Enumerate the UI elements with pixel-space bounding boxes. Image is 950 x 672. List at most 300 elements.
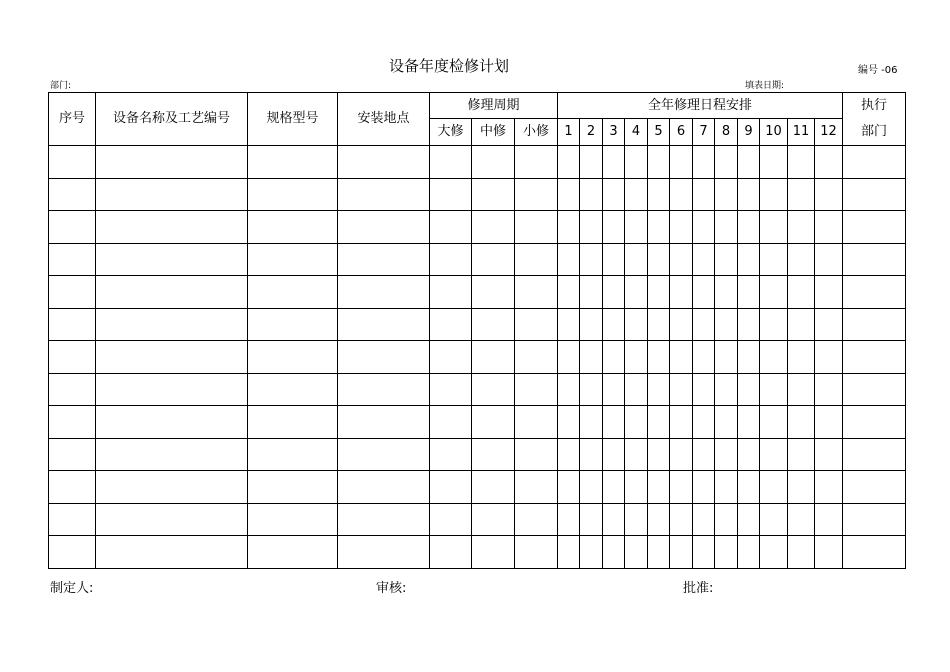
header-repair-cycle: 修理周期 [430, 93, 558, 119]
table-cell[interactable] [715, 438, 738, 471]
header-month-5: 5 [648, 119, 670, 146]
table-cell[interactable] [558, 211, 580, 244]
table-cell[interactable] [96, 178, 248, 211]
table-cell[interactable] [515, 536, 558, 569]
table-cell[interactable] [580, 341, 603, 374]
table-cell[interactable] [430, 341, 472, 374]
table-cell[interactable] [738, 211, 760, 244]
table-cell[interactable] [843, 471, 906, 504]
table-cell[interactable] [693, 438, 715, 471]
table-cell[interactable] [715, 503, 738, 536]
table-cell[interactable] [760, 438, 788, 471]
table-cell[interactable] [515, 373, 558, 406]
table-cell[interactable] [472, 243, 515, 276]
table-cell[interactable] [788, 308, 815, 341]
table-cell[interactable] [788, 406, 815, 439]
table-cell[interactable] [430, 178, 472, 211]
table-cell[interactable] [472, 178, 515, 211]
table-cell[interactable] [670, 341, 693, 374]
table-cell[interactable] [96, 503, 248, 536]
table-cell[interactable] [580, 471, 603, 504]
table-cell[interactable] [430, 438, 472, 471]
table-cell[interactable] [760, 308, 788, 341]
table-cell[interactable] [96, 373, 248, 406]
header-month-2: 2 [580, 119, 603, 146]
table-cell[interactable] [248, 308, 338, 341]
table-cell[interactable] [558, 308, 580, 341]
table-cell[interactable] [625, 406, 648, 439]
table-cell[interactable] [515, 243, 558, 276]
table-cell[interactable] [648, 276, 670, 309]
table-row [49, 373, 906, 406]
table-cell[interactable] [788, 373, 815, 406]
table-cell[interactable] [738, 178, 760, 211]
table-cell[interactable] [843, 308, 906, 341]
table-cell[interactable] [815, 341, 843, 374]
table-cell[interactable] [248, 211, 338, 244]
table-cell[interactable] [843, 146, 906, 179]
table-cell[interactable] [788, 471, 815, 504]
table-cell[interactable] [96, 211, 248, 244]
table-cell[interactable] [558, 536, 580, 569]
table-cell[interactable] [648, 308, 670, 341]
table-cell[interactable] [738, 438, 760, 471]
table-cell[interactable] [472, 146, 515, 179]
table-cell[interactable] [515, 406, 558, 439]
table-cell[interactable] [49, 536, 96, 569]
table-cell[interactable] [815, 503, 843, 536]
table-cell[interactable] [788, 438, 815, 471]
table-cell[interactable] [815, 406, 843, 439]
table-cell[interactable] [693, 211, 715, 244]
table-cell[interactable] [338, 536, 430, 569]
table-cell[interactable] [248, 406, 338, 439]
table-cell[interactable] [472, 341, 515, 374]
table-cell[interactable] [558, 406, 580, 439]
table-cell[interactable] [515, 341, 558, 374]
table-cell[interactable] [515, 211, 558, 244]
table-cell[interactable] [625, 438, 648, 471]
table-cell[interactable] [430, 406, 472, 439]
table-cell[interactable] [670, 373, 693, 406]
table-cell[interactable] [693, 308, 715, 341]
reviewer-label: 审核: [376, 581, 407, 596]
table-cell[interactable] [670, 276, 693, 309]
table-cell[interactable] [738, 146, 760, 179]
table-cell[interactable] [760, 536, 788, 569]
table-cell[interactable] [693, 503, 715, 536]
table-cell[interactable] [738, 243, 760, 276]
table-cell[interactable] [843, 178, 906, 211]
table-cell[interactable] [580, 146, 603, 179]
table-cell[interactable] [338, 438, 430, 471]
table-cell[interactable] [625, 243, 648, 276]
header-month-12: 12 [815, 119, 843, 146]
table-cell[interactable] [49, 341, 96, 374]
table-cell[interactable] [670, 503, 693, 536]
table-cell[interactable] [472, 406, 515, 439]
table-cell[interactable] [648, 178, 670, 211]
table-cell[interactable] [558, 178, 580, 211]
table-cell[interactable] [760, 146, 788, 179]
table-cell[interactable] [96, 471, 248, 504]
table-cell[interactable] [472, 373, 515, 406]
table-cell[interactable] [472, 503, 515, 536]
table-cell[interactable] [603, 243, 625, 276]
header-month-6: 6 [670, 119, 693, 146]
table-cell[interactable] [760, 406, 788, 439]
table-cell[interactable] [248, 243, 338, 276]
table-cell[interactable] [603, 308, 625, 341]
header-month-4: 4 [625, 119, 648, 146]
table-cell[interactable] [515, 471, 558, 504]
table-cell[interactable] [760, 341, 788, 374]
table-cell[interactable] [738, 536, 760, 569]
table-cell[interactable] [580, 276, 603, 309]
table-cell[interactable] [603, 341, 625, 374]
table-cell[interactable] [338, 178, 430, 211]
table-cell[interactable] [648, 243, 670, 276]
header-executing-dept-line1: 执行 [861, 98, 888, 113]
table-cell[interactable] [558, 146, 580, 179]
table-cell[interactable] [472, 471, 515, 504]
table-cell[interactable] [625, 536, 648, 569]
table-cell[interactable] [248, 373, 338, 406]
table-cell[interactable] [738, 341, 760, 374]
table-cell[interactable] [515, 503, 558, 536]
table-cell[interactable] [815, 276, 843, 309]
table-cell[interactable] [430, 308, 472, 341]
table-cell[interactable] [625, 146, 648, 179]
table-cell[interactable] [788, 276, 815, 309]
table-cell[interactable] [248, 438, 338, 471]
table-cell[interactable] [49, 438, 96, 471]
table-cell[interactable] [715, 406, 738, 439]
table-cell[interactable] [603, 438, 625, 471]
table-cell[interactable] [603, 406, 625, 439]
table-cell[interactable] [96, 406, 248, 439]
table-cell[interactable] [670, 536, 693, 569]
table-cell[interactable] [515, 308, 558, 341]
table-cell[interactable] [49, 373, 96, 406]
table-row [49, 503, 906, 536]
department-label: 部门: [50, 81, 72, 91]
table-cell[interactable] [603, 373, 625, 406]
table-cell[interactable] [693, 406, 715, 439]
fill-date-label: 填表日期: [745, 81, 785, 91]
table-row [49, 438, 906, 471]
table-cell[interactable] [788, 243, 815, 276]
table-cell[interactable] [625, 276, 648, 309]
header-cycle-minor: 小修 [515, 119, 558, 146]
table-cell[interactable] [96, 243, 248, 276]
header-location: 安装地点 [338, 93, 430, 146]
table-cell[interactable] [472, 438, 515, 471]
table-cell[interactable] [648, 503, 670, 536]
table-cell[interactable] [248, 276, 338, 309]
table-cell[interactable] [603, 146, 625, 179]
table-cell[interactable] [788, 536, 815, 569]
header-month-7: 7 [693, 119, 715, 146]
table-cell[interactable] [815, 373, 843, 406]
table-cell[interactable] [815, 146, 843, 179]
table-cell[interactable] [625, 341, 648, 374]
table-cell[interactable] [715, 276, 738, 309]
table-cell[interactable] [843, 276, 906, 309]
table-row [49, 471, 906, 504]
table-cell[interactable] [843, 341, 906, 374]
table-cell[interactable] [715, 536, 738, 569]
table-cell[interactable] [49, 406, 96, 439]
table-cell[interactable] [248, 503, 338, 536]
table-cell[interactable] [248, 471, 338, 504]
table-cell[interactable] [760, 211, 788, 244]
table-cell[interactable] [49, 146, 96, 179]
table-cell[interactable] [248, 536, 338, 569]
table-cell[interactable] [788, 178, 815, 211]
table-cell[interactable] [843, 438, 906, 471]
header-month-10: 10 [760, 119, 788, 146]
table-cell[interactable] [96, 146, 248, 179]
header-month-11: 11 [788, 119, 815, 146]
table-cell[interactable] [788, 146, 815, 179]
table-cell[interactable] [96, 276, 248, 309]
table-cell[interactable] [338, 373, 430, 406]
maintenance-plan-table [48, 92, 906, 569]
table-cell[interactable] [843, 211, 906, 244]
table-cell[interactable] [430, 243, 472, 276]
table-cell[interactable] [843, 536, 906, 569]
table-cell[interactable] [843, 243, 906, 276]
header-cycle-major: 大修 [430, 119, 472, 146]
table-cell[interactable] [815, 308, 843, 341]
table-cell[interactable] [738, 308, 760, 341]
table-cell[interactable] [49, 308, 96, 341]
table-row [49, 536, 906, 569]
table-cell[interactable] [843, 373, 906, 406]
table-cell[interactable] [338, 471, 430, 504]
table-cell[interactable] [670, 243, 693, 276]
table-cell[interactable] [670, 406, 693, 439]
table-cell[interactable] [760, 503, 788, 536]
table-cell[interactable] [603, 211, 625, 244]
table-cell[interactable] [715, 373, 738, 406]
table-cell[interactable] [670, 308, 693, 341]
header-annual-schedule: 全年修理日程安排 [558, 93, 843, 119]
table-cell[interactable] [693, 536, 715, 569]
table-cell[interactable] [472, 211, 515, 244]
table-cell[interactable] [580, 503, 603, 536]
table-cell[interactable] [625, 211, 648, 244]
header-model: 规格型号 [248, 93, 338, 146]
table-cell[interactable] [760, 471, 788, 504]
table-cell[interactable] [96, 536, 248, 569]
table-cell[interactable] [430, 536, 472, 569]
table-cell[interactable] [738, 406, 760, 439]
table-cell[interactable] [472, 536, 515, 569]
table-cell[interactable] [715, 211, 738, 244]
table-cell[interactable] [338, 503, 430, 536]
table-cell[interactable] [338, 211, 430, 244]
table-cell[interactable] [430, 146, 472, 179]
table-cell[interactable] [580, 211, 603, 244]
table-cell[interactable] [338, 406, 430, 439]
table-cell[interactable] [670, 471, 693, 504]
table-cell[interactable] [248, 178, 338, 211]
table-cell[interactable] [96, 438, 248, 471]
table-cell[interactable] [49, 503, 96, 536]
table-cell[interactable] [472, 276, 515, 309]
table-cell[interactable] [648, 438, 670, 471]
table-cell[interactable] [715, 146, 738, 179]
table-cell[interactable] [515, 178, 558, 211]
table-cell[interactable] [49, 243, 96, 276]
table-cell[interactable] [430, 211, 472, 244]
table-cell[interactable] [558, 471, 580, 504]
table-cell[interactable] [693, 373, 715, 406]
table-cell[interactable] [603, 178, 625, 211]
table-cell[interactable] [580, 178, 603, 211]
table-cell[interactable] [648, 146, 670, 179]
table-cell[interactable] [49, 276, 96, 309]
table-cell[interactable] [670, 146, 693, 179]
table-cell[interactable] [248, 146, 338, 179]
table-cell[interactable] [515, 438, 558, 471]
header-cycle-medium: 中修 [472, 119, 515, 146]
table-cell[interactable] [96, 308, 248, 341]
page-title: 设备年度检修计划 [389, 57, 510, 75]
table-cell[interactable] [558, 243, 580, 276]
table-cell[interactable] [648, 471, 670, 504]
table-cell[interactable] [815, 243, 843, 276]
header-equipment-name: 设备名称及工艺编号 [96, 93, 248, 146]
table-cell[interactable] [558, 341, 580, 374]
table-cell[interactable] [693, 471, 715, 504]
table-cell[interactable] [580, 308, 603, 341]
table-cell[interactable] [96, 341, 248, 374]
table-cell[interactable] [693, 276, 715, 309]
table-cell[interactable] [430, 373, 472, 406]
table-cell[interactable] [715, 243, 738, 276]
table-cell[interactable] [715, 178, 738, 211]
header-month-1: 1 [558, 119, 580, 146]
table-cell[interactable] [693, 243, 715, 276]
table-row [49, 276, 906, 309]
table-cell[interactable] [580, 243, 603, 276]
header-executing-dept-line2: 部门 [861, 124, 888, 139]
table-row [49, 308, 906, 341]
table-cell[interactable] [843, 406, 906, 439]
header-executing-dept [843, 93, 906, 146]
table-cell[interactable] [603, 471, 625, 504]
header-month-8: 8 [715, 119, 738, 146]
table-cell[interactable] [580, 373, 603, 406]
table-cell[interactable] [693, 178, 715, 211]
table-cell[interactable] [248, 341, 338, 374]
table-row [49, 341, 906, 374]
table-cell[interactable] [625, 373, 648, 406]
table-cell[interactable] [603, 276, 625, 309]
table-cell[interactable] [715, 308, 738, 341]
table-cell[interactable] [515, 276, 558, 309]
table-cell[interactable] [815, 178, 843, 211]
table-row [49, 146, 906, 179]
table-cell[interactable] [625, 471, 648, 504]
header-month-9: 9 [738, 119, 760, 146]
table-cell[interactable] [430, 276, 472, 309]
table-cell[interactable] [693, 146, 715, 179]
table-cell[interactable] [843, 503, 906, 536]
table-cell[interactable] [338, 276, 430, 309]
table-cell[interactable] [558, 276, 580, 309]
table-cell[interactable] [815, 471, 843, 504]
table-cell[interactable] [788, 211, 815, 244]
table-cell[interactable] [670, 178, 693, 211]
table-cell[interactable] [648, 341, 670, 374]
table-cell[interactable] [338, 341, 430, 374]
table-cell[interactable] [648, 373, 670, 406]
table-cell[interactable] [738, 373, 760, 406]
table-row [49, 178, 906, 211]
table-cell[interactable] [815, 536, 843, 569]
table-cell[interactable] [715, 471, 738, 504]
table-cell[interactable] [49, 178, 96, 211]
table-cell[interactable] [580, 536, 603, 569]
table-cell[interactable] [49, 471, 96, 504]
table-cell[interactable] [472, 308, 515, 341]
table-cell[interactable] [760, 243, 788, 276]
table-cell[interactable] [788, 341, 815, 374]
table-cell[interactable] [558, 503, 580, 536]
table-cell[interactable] [515, 146, 558, 179]
table-cell[interactable] [648, 406, 670, 439]
table-cell[interactable] [625, 178, 648, 211]
table-cell[interactable] [648, 211, 670, 244]
header-seq: 序号 [49, 93, 96, 146]
table-cell[interactable] [760, 178, 788, 211]
table-cell[interactable] [715, 341, 738, 374]
table-cell[interactable] [738, 276, 760, 309]
table-cell[interactable] [670, 438, 693, 471]
table-cell[interactable] [625, 308, 648, 341]
table-cell[interactable] [338, 146, 430, 179]
table-cell[interactable] [670, 211, 693, 244]
table-cell[interactable] [580, 406, 603, 439]
table-cell[interactable] [788, 503, 815, 536]
table-cell[interactable] [338, 308, 430, 341]
table-cell[interactable] [738, 503, 760, 536]
table-cell[interactable] [338, 243, 430, 276]
table-cell[interactable] [815, 211, 843, 244]
table-cell[interactable] [603, 503, 625, 536]
table-cell[interactable] [558, 438, 580, 471]
table-cell[interactable] [603, 536, 625, 569]
approver-label: 批准: [683, 581, 714, 596]
table-cell[interactable] [558, 373, 580, 406]
table-cell[interactable] [430, 471, 472, 504]
table-cell[interactable] [738, 471, 760, 504]
table-cell[interactable] [760, 373, 788, 406]
table-cell[interactable] [760, 276, 788, 309]
table-cell[interactable] [49, 211, 96, 244]
table-cell[interactable] [815, 438, 843, 471]
table-cell[interactable] [625, 503, 648, 536]
table-cell[interactable] [580, 438, 603, 471]
table-cell[interactable] [693, 341, 715, 374]
table-cell[interactable] [648, 536, 670, 569]
prepared-by-label: 制定人: [50, 581, 94, 596]
table-cell[interactable] [430, 503, 472, 536]
